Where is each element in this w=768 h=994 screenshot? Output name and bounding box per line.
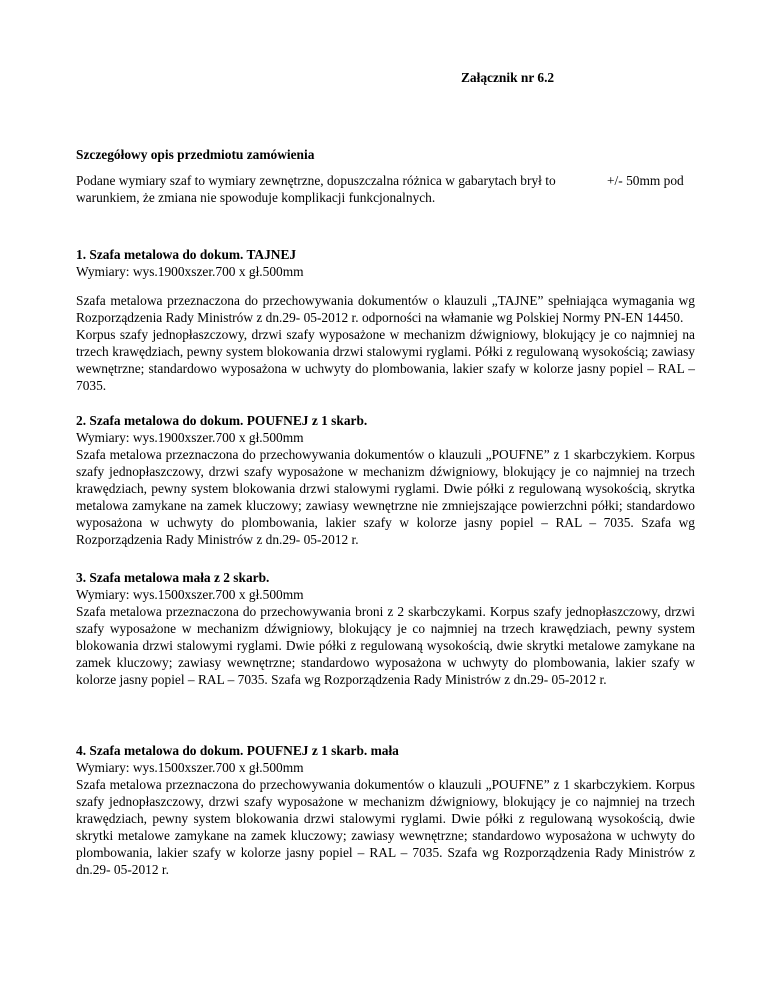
intro-paragraph <box>76 172 696 212</box>
section-body-continued: Korpus szafy jednopłaszczowy, drzwi szafy wyposażone w mechanizm dźwigniowy, blokujący je co najmniej na trzech krawędziach, pewny system blokowania drzwi stalowymi ryglami. Półki z regulowaną wysokością; zawiasy wewnętrzne; standardowo wyposażona w uchwyty do plombowania, lakier szafy w kolorze jasny popiel – RAL – 7035. <box>76 327 695 393</box>
section-body: Szafa metalowa przeznaczona do przechowywania dokumentów o klauzuli „POUFNE” z 1 skarbczykiem. Korpus szafy jednopłaszczowy, drzwi szafy wyposażone w mechanizm dźwigniowy, blokujący je co najmniej na trzech krawędziach, pewny system blokowania drzwi stalowymi ryglami. Dwie półki z regulowaną wysokością, dwie skrytki metalowe zamykane na zamek kluczowy; zawiasy wewnętrzne; standardowo wyposażona w uchwyty do plombowania, lakier szafy w kolorze jasny popiel – RAL – 7035. Szafa wg Rozporządzenia Rady Ministrów z dn.29- 05-2012 r. <box>76 777 695 877</box>
section-body: Szafa metalowa przeznaczona do przechowywania dokumentów o klauzuli „POUFNE” z 1 skarbczykiem. Korpus szafy jednopłaszczowy, drzwi szafy wyposażone w mechanizm dźwigniowy, blokujący je co najmniej na trzech krawędziach, pewny system blokowania drzwi stalowymi ryglami. Dwie półki z regulowaną wysokością, skrytka metalowa zamykane na zamek kluczowy; zawiasy wewnętrzne nie zmniejszające powierzchni półki; standardowo wyposażona w uchwyty do plombowania, lakier szafy w kolorze jasny popiel – RAL – 7035. Szafa wg Rozporządzenia Rady Ministrów z dn.29- 05-2012 r. <box>76 447 695 547</box>
section-dimensions: Wymiary: wys.1500xszer.700 x gł.500mm <box>76 760 304 775</box>
section-small-cabinet <box>76 569 695 688</box>
intro-line-1: Podane wymiary szaf to wymiary zewnętrzne, dopuszczalna różnica w gabarytach brył to <box>76 173 556 188</box>
section-body: Szafa metalowa przeznaczona do przechowywania broni z 2 skarbczykami. Korpus szafy jednopłaszczowy, drzwi szafy wyposażone w mechanizm dźwigniowy, blokujący je co najmniej na trzech krawędziach, pewny system blokowania drzwi stalowymi ryglami. Dwie półki z regulowaną wysokością, dwie skrytki metalowe zamykane na zamek kluczowy; zawiasy wewnętrzne; standardowo wyposażona w uchwyty do plombowania, lakier szafy w kolorze jasny popiel – RAL – 7035. Szafa wg Rozporządzenia Rady Ministrów z dn.29- 05-2012 r. <box>76 604 695 687</box>
section-confidential-cabinet <box>76 412 695 548</box>
section-small-confidential-cabinet <box>76 742 695 878</box>
section-title: 2. Szafa metalowa do dokum. POUFNEJ z 1 skarb. <box>76 413 368 428</box>
section-title: 3. Szafa metalowa mała z 2 skarb. <box>76 570 270 585</box>
section-title: 1. Szafa metalowa do dokum. TAJNEJ <box>76 247 297 262</box>
intro-tolerance: +/- 50mm pod <box>607 173 684 188</box>
section-dimensions: Wymiary: wys.1500xszer.700 x gł.500mm <box>76 587 304 602</box>
annex-label: Załącznik nr 6.2 <box>461 70 555 85</box>
section-body: Szafa metalowa przeznaczona do przechowywania dokumentów o klauzuli „TAJNE” spełniająca wymagania wg Rozporządzenia Rady Ministrów z dn.29- 05-2012 r. odporności na włamanie wg Polskiej Normy PN-EN 14450. <box>76 293 695 325</box>
section-title: 4. Szafa metalowa do dokum. POUFNEJ z 1 skarb. mała <box>76 743 399 758</box>
document-heading: Szczegółowy opis przedmiotu zamówienia <box>76 147 315 162</box>
section-dimensions: Wymiary: wys.1900xszer.700 x gł.500mm <box>76 264 304 279</box>
intro-line-2: warunkiem, że zmiana nie spowoduje komplikacji funkcjonalnych. <box>76 190 436 205</box>
section-secret-cabinet <box>76 246 695 394</box>
section-dimensions: Wymiary: wys.1900xszer.700 x gł.500mm <box>76 430 304 445</box>
